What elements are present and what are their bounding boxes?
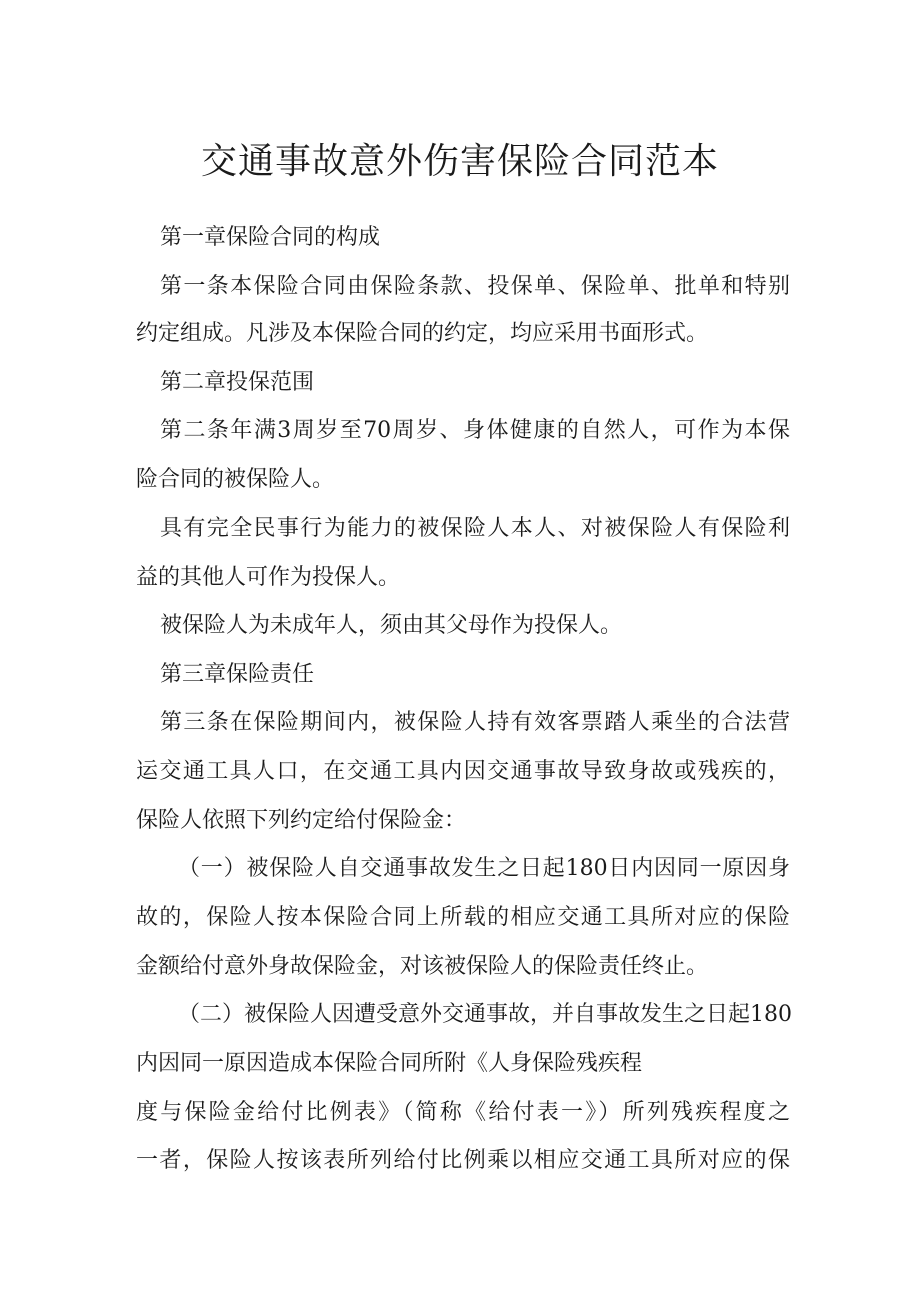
paragraph-line: 具有完全民事行为能力的被保险人本人、对被保险人有保险利: [160, 516, 790, 541]
paragraph-line: 运交通工具人口，在交通工具内因交通事故导致身故或残疾的，: [136, 759, 790, 784]
paragraph-line: （一）被保险人自交通事故发生之日起180日内因同一原因身: [178, 856, 790, 881]
chapter-heading: 第一章保险合同的构成: [160, 225, 381, 250]
paragraph-line: 金额给付意外身故保险金，对该被保险人的保险责任终止。: [136, 954, 709, 979]
paragraph-line: 第三条在保险期间内，被保险人持有效客票踏人乘坐的合法营: [160, 710, 790, 735]
paragraph-line: 险合同的被保险人。: [136, 467, 335, 492]
paragraph-line: 保险人依照下列约定给付保险金：: [136, 808, 467, 833]
paragraph-line: 第二条年满3周岁至70周岁、身体健康的自然人，可作为本保: [160, 418, 790, 443]
paragraph-line: 故的，保险人按本保险合同上所载的相应交通工具所对应的保险: [136, 905, 790, 930]
paragraph-line: 益的其他人可作为投保人。: [136, 565, 401, 590]
paragraph-line: 度与保险金给付比例表》（简称《给付表一》）所列残疾程度之: [136, 1100, 790, 1125]
paragraph-line: 一者，保险人按该表所列给付比例乘以相应交通工具所对应的保: [136, 1148, 790, 1173]
paragraph-line: 第一条本保险合同由保险条款、投保单、保险单、批单和特别: [160, 274, 790, 299]
document-title: 交通事故意外伤害保险合同范本: [200, 141, 719, 182]
paragraph-line: （二）被保险人因遭受意外交通事故，并自事故发生之日起180: [178, 1002, 792, 1027]
chapter-heading: 第三章保险责任: [160, 662, 315, 687]
paragraph-line: 约定组成。凡涉及本保险合同的约定，均应采用书面形式。: [136, 321, 709, 346]
chapter-heading: 第二章投保范围: [160, 370, 315, 395]
paragraph-line: 内因同一原因造成本保险合同所附《人身保险残疾程: [136, 1051, 643, 1076]
paragraph-line: 被保险人为未成年人，须由其父母作为投保人。: [160, 613, 623, 638]
